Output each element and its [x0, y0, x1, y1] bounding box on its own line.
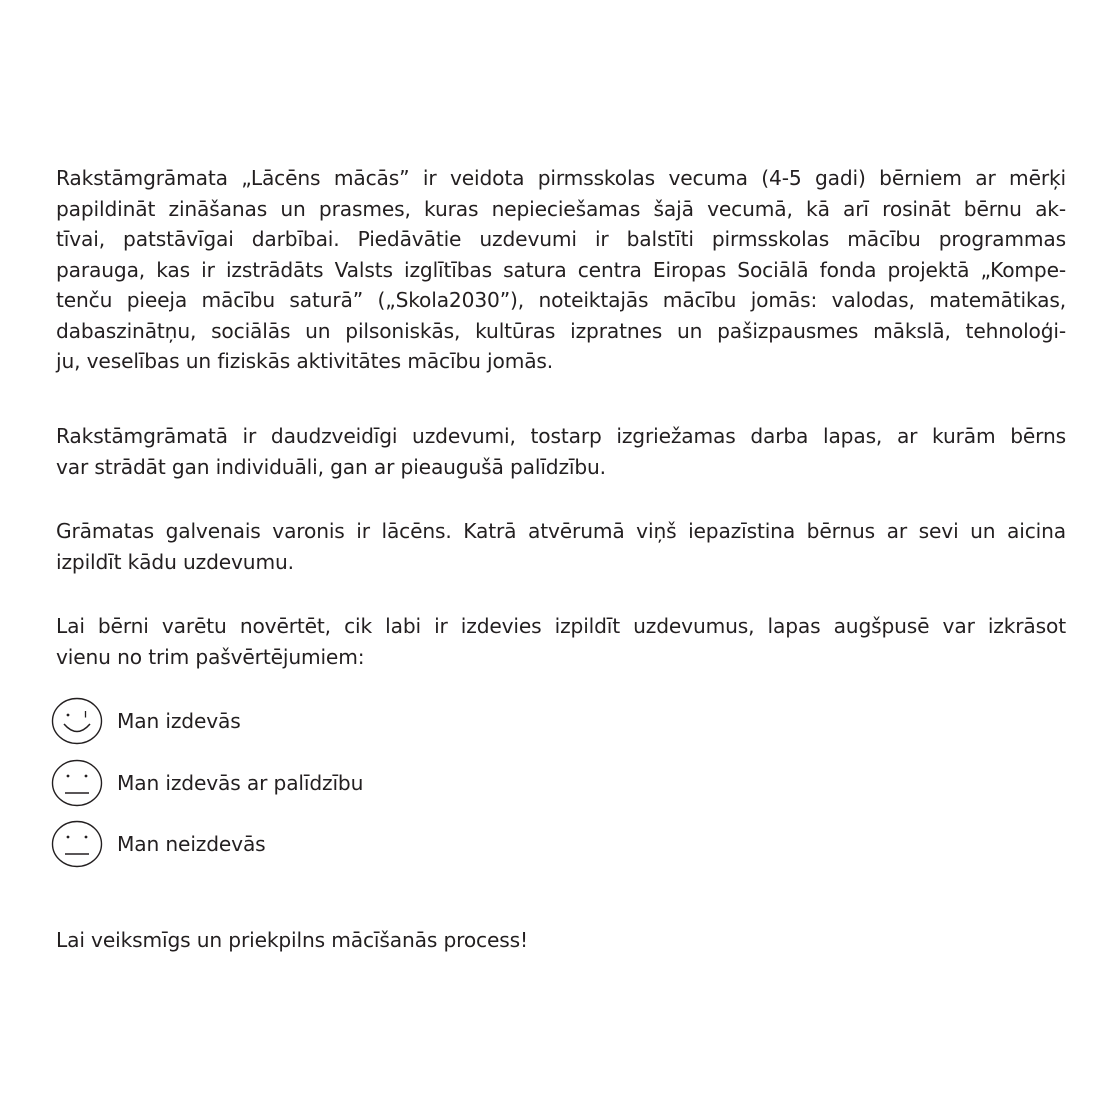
tasks-paragraph [56, 421, 1066, 482]
neutral-face-icon [51, 759, 103, 807]
intro-line: papildināt zināšanas un prasmes, kuras nepieciešamas šajā vecumā, kā arī rosināt bērnu ak- [56, 196, 1066, 221]
option-label: Man izdevās [117, 709, 241, 733]
tasks-line: Rakstāmgrāmatā ir daudzveidīgi uzdevumi, tostarp izgriežamas darba lapas, ar kurām bērns [56, 424, 1066, 448]
option-label: Man izdevās ar palīdzību [117, 771, 364, 795]
assessment-line: Lai bērni varētu novērtēt, cik labi ir izdevies izpildīt uzdevumus, lapas augšpusē var izkrāsot [56, 614, 1066, 638]
self-assessment-option [51, 759, 363, 807]
assessment-paragraph [56, 611, 1066, 672]
intro-line: tīvai, patstāvīgai darbībai. Piedāvātie uzdevumi ir balstīti pirmsskolas mācību programmas [56, 227, 1066, 251]
hero-line: izpildīt kādu uzdevumu. [56, 549, 294, 574]
tasks-line: var strādāt gan individuāli, gan ar pieaugušā palīdzību. [56, 454, 606, 479]
closing-line [56, 925, 1066, 956]
self-assessment-option [51, 697, 241, 745]
self-assessment-option [51, 820, 266, 868]
intro-line: dabaszinātņu, sociālās un pilsoniskās, kultūras izpratnes un pašizpausmes mākslā, tehnoloģi- [56, 318, 1066, 343]
hero-paragraph [56, 516, 1066, 577]
closing-text: Lai veiksmīgs un priekpilns mācīšanās process! [56, 928, 528, 952]
intro-line: tenču pieeja mācību saturā” („Skola2030”), noteiktajās mācību jomās: valodas, matemātikas, [56, 288, 1066, 312]
intro-paragraph [56, 163, 1066, 377]
assessment-line: vienu no trim pašvērtējumiem: [56, 644, 365, 669]
intro-line: parauga, kas ir izstrādāts Valsts izglītības satura centra Eiropas Sociālā fonda projektā „Kompe- [56, 257, 1066, 282]
hero-line: Grāmatas galvenais varonis ir lācēns. Katrā atvērumā viņš iepazīstina bērnus ar sevi un aicina [56, 519, 1066, 543]
intro-line: Rakstāmgrāmata „Lācēns mācās” ir veidota pirmsskolas vecuma (4-5 gadi) bērniem ar mērķi [56, 166, 1066, 190]
option-label: Man neizdevās [117, 832, 266, 856]
smiling-face-icon [51, 697, 103, 745]
intro-line: ju, veselības un fiziskās aktivitātes mācību jomās. [56, 349, 554, 373]
neutral-face-icon [51, 820, 103, 868]
